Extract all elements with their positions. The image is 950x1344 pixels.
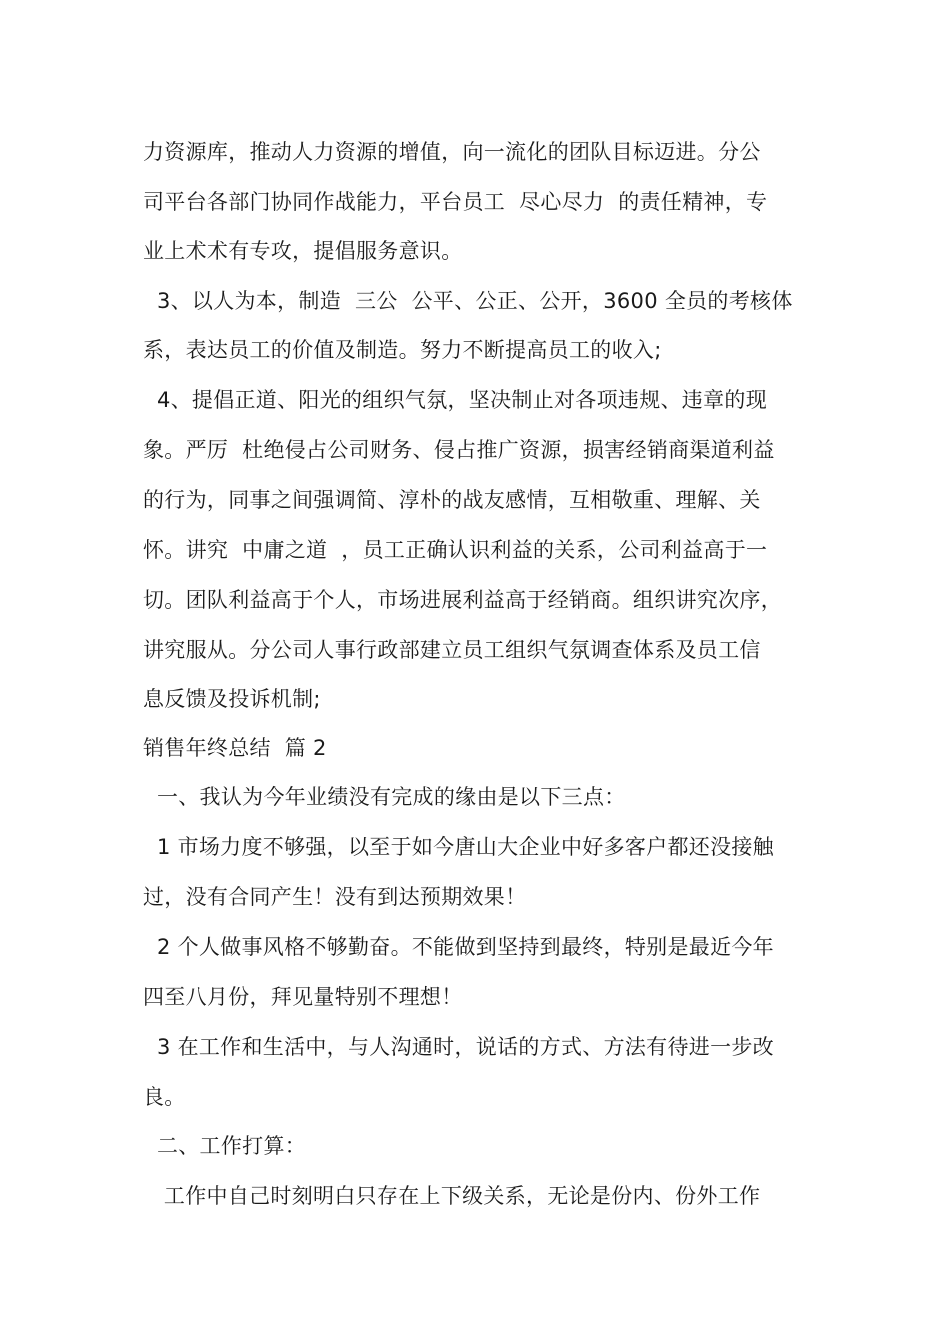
section-heading: 销售年终总结 篇 2 [143,736,327,760]
text-line: 系，表达员工的价值及制造。努力不断提高员工的收入; [143,338,662,362]
text-line: 一、我认为今年业绩没有完成的缘由是以下三点： [143,785,626,809]
text-line: 业上术术有专攻，提倡服务意识。 [143,239,463,263]
text-line: 息反馈及投诉机制; [143,687,321,711]
text-line: 二、工作打算： [143,1134,307,1158]
text-line: 1 市场力度不够强，以至于如今唐山大企业中好多客户都还没接触 [143,835,774,859]
text-line: 3、以人为本，制造 三公 公平、公正、公开，3600 全员的考核体 [143,289,793,313]
text-line: 的行为，同事之间强调简、淳朴的战友感情，互相敬重、理解、关 [143,488,761,512]
text-line: 四至八月份，拜见量特别不理想！ [143,985,463,1009]
text-line: 过，没有合同产生！没有到达预期效果！ [143,885,527,909]
text-line: 3 在工作和生活中，与人沟通时，说话的方式、方法有待进一步改 [143,1035,774,1059]
text-line: 2 个人做事风格不够勤奋。不能做到坚持到最终，特别是最近今年 [143,935,774,959]
text-line: 力资源库，推动人力资源的增值，向一流化的团队目标迈进。分公 [143,140,761,164]
text-line: 司平台各部门协同作战能力，平台员工 尽心尽力 的责任精神，专 [143,190,768,214]
text-line: 怀。讲究 中庸之道 ，员工正确认识利益的关系，公司利益高于一 [143,538,768,562]
text-line: 象。严厉 杜绝侵占公司财务、侵占推广资源，损害经销商渠道利益 [143,438,775,462]
text-line: 工作中自己时刻明白只存在上下级关系，无论是份内、份外工作 [143,1184,761,1208]
text-line: 切。团队利益高于个人，市场进展利益高于经销商。组织讲究次序， [143,588,782,612]
text-line: 讲究服从。分公司人事行政部建立员工组织气氛调查体系及员工信 [143,638,761,662]
text-line: 4、提倡正道、阳光的组织气氛，坚决制止对各项违规、违章的现 [143,388,768,412]
text-line: 良。 [143,1085,186,1109]
